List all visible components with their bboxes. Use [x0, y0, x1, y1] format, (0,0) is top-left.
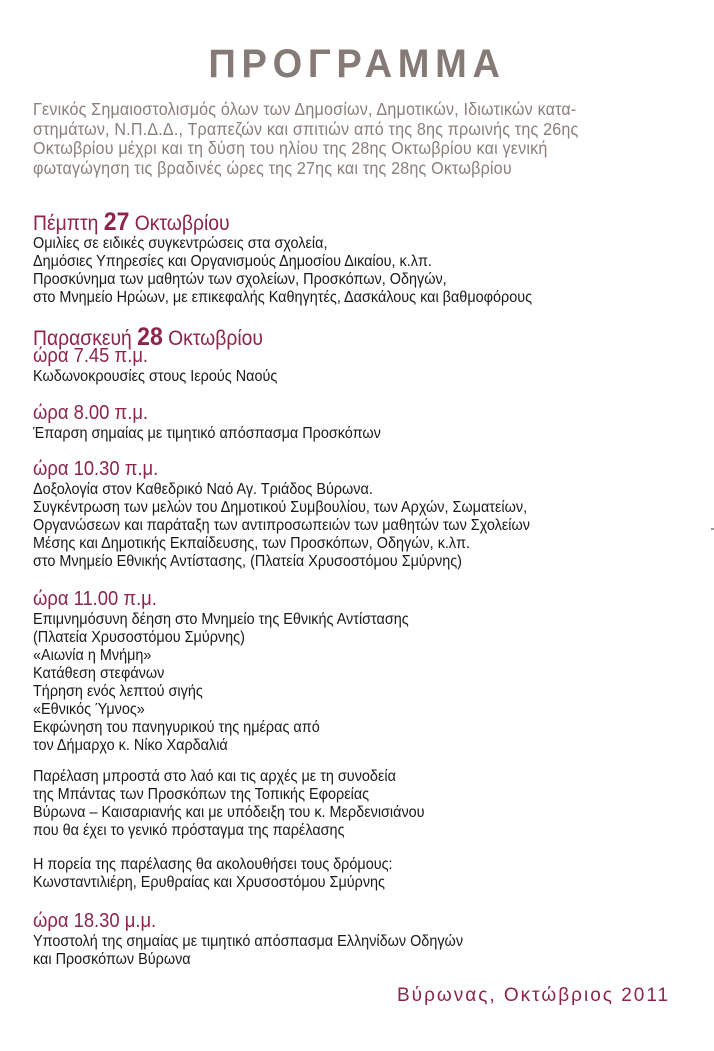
- intro-line: φωταγώγηση τις βραδινές ώρες της 27ης και της 28ης Οκτωβρίου: [33, 157, 512, 178]
- parade-route: [33, 856, 393, 892]
- event-line: και Προσκόπων Βύρωνα: [33, 951, 191, 968]
- page-title: ΠΡΟΓΡΑΜΜΑ: [208, 42, 506, 86]
- parade-description: [33, 768, 425, 840]
- intro-line: Οκτωβρίου μέχρι και τη δύση του ηλίου της 28ης Οκτωβρίου και γενική: [33, 138, 548, 158]
- event-line: Κωδωνοκρουσίες στους Ιερούς Ναούς: [33, 368, 278, 385]
- event-line: Επιμνημόσυνη δέηση στο Μνημείο της Εθνικής Αντίστασης: [33, 611, 409, 628]
- event-line: «Αιωνία η Μνήμη»: [33, 647, 152, 664]
- event-line: Παρέλαση μπροστά στο λαό και τις αρχές με τη συνοδεία: [33, 768, 396, 785]
- event-description: [33, 368, 277, 386]
- intro-paragraph: [33, 100, 631, 178]
- intro-line: στημάτων, Ν.Π.Δ.Δ., Τραπεζών και σπιτιών από της 8ης πρωινής της 26ης: [33, 118, 579, 139]
- event-description: [33, 611, 409, 755]
- footer-place-date: Βύρωνας, Οκτώβριος 2011: [397, 985, 671, 1006]
- event-line: Βύρωνα – Καισαριανής και με υπόδειξη του κ. Μερδενισιάνου: [33, 804, 425, 821]
- event-line: Ομιλίες σε ειδικές συγκεντρώσεις στα σχολεία,: [33, 235, 328, 252]
- event-line: Κατάθεση στεφάνων: [33, 665, 165, 682]
- event-line: Κωνσταντιλιέρη, Ερυθραίας και Χρυσοστόμου Σμύρνης: [33, 874, 386, 891]
- event-line: Εκφώνηση του πανηγυρικού της ημέρας από: [33, 719, 320, 736]
- event-line: Συγκέντρωση των μελών του Δημοτικού Συμβουλίου, των Αρχών, Σωματείων,: [33, 499, 528, 516]
- event-time: ώρα 18.30 μ.μ.: [33, 910, 157, 932]
- event-line: Δοξολογία στον Καθεδρικό Ναό Αγ. Τριάδος Βύρωνα.: [33, 481, 373, 498]
- event-line: της Μπάντας των Προσκόπων της Τοπικής Εφορείας: [33, 786, 370, 803]
- day-heading-thursday: [33, 208, 230, 237]
- day-date-number: 28: [137, 323, 163, 351]
- event-line: Οργανώσεων και παράταξη των αντιπροσωπειών των μαθητών των Σχολείων: [33, 517, 530, 534]
- event-time: ώρα 11.00 π.μ.: [33, 588, 157, 610]
- day-weekday: Πέμπτη: [33, 212, 99, 235]
- event-description: [33, 425, 381, 443]
- day-weekday: Παρασκευή: [33, 327, 132, 350]
- day-month: Οκτωβρίου: [168, 327, 263, 350]
- event-line: στο Μνημείο Ηρώων, με επικεφαλής Καθηγητές, Δασκάλους και βαθμοφόρους: [33, 289, 533, 306]
- event-line: Προσκύνημα των μαθητών των σχολείων, Προσκόπων, Οδηγών,: [33, 271, 447, 288]
- event-time: ώρα 7.45 π.μ.: [33, 345, 149, 367]
- event-line: Έπαρση σημαίας με τιμητικό απόσπασμα Προσκόπων: [33, 425, 381, 442]
- day-date-number: 27: [103, 208, 130, 236]
- event-line: «Εθνικός Ύμνος»: [33, 701, 145, 718]
- event-line: Δημόσιες Υπηρεσίες και Οργανισμούς Δημοσίου Δικαίου, κ.λπ.: [33, 253, 432, 270]
- event-line: που θα έχει το γενικό πρόσταγμα της παρέλασης: [33, 822, 345, 839]
- event-description: [33, 933, 463, 969]
- day-month: Οκτωβρίου: [134, 212, 230, 235]
- event-line: στο Μνημείο Εθνικής Αντίστασης, (Πλατεία Χρυσοστόμου Σμύρνης): [33, 553, 462, 570]
- event-line: Μέσης και Δημοτικής Εκπαίδευσης, των Προσκόπων, Οδηγών, κ.λπ.: [33, 535, 471, 552]
- intro-line: Γενικός Σημαιοστολισμός όλων των Δημοσίων, Δημοτικών, Ιδιωτικών κατα-: [33, 99, 577, 119]
- event-line: Υποστολή της σημαίας με τιμητικό απόσπασμα Ελληνίδων Οδηγών: [33, 933, 464, 950]
- event-line: (Πλατεία Χρυσοστόμου Σμύρνης): [33, 629, 245, 646]
- event-time: ώρα 8.00 π.μ.: [33, 402, 149, 424]
- event-time: ώρα 10.30 π.μ.: [33, 458, 159, 480]
- event-line: Τήρηση ενός λεπτού σιγής: [33, 683, 203, 700]
- event-description: [33, 481, 530, 571]
- event-line: τον Δήμαρχο κ. Νίκο Χαρδαλιά: [33, 737, 228, 754]
- event-line: Η πορεία της παρέλασης θα ακολουθήσει τους δρόμους:: [33, 856, 393, 873]
- thursday-events: [33, 235, 532, 307]
